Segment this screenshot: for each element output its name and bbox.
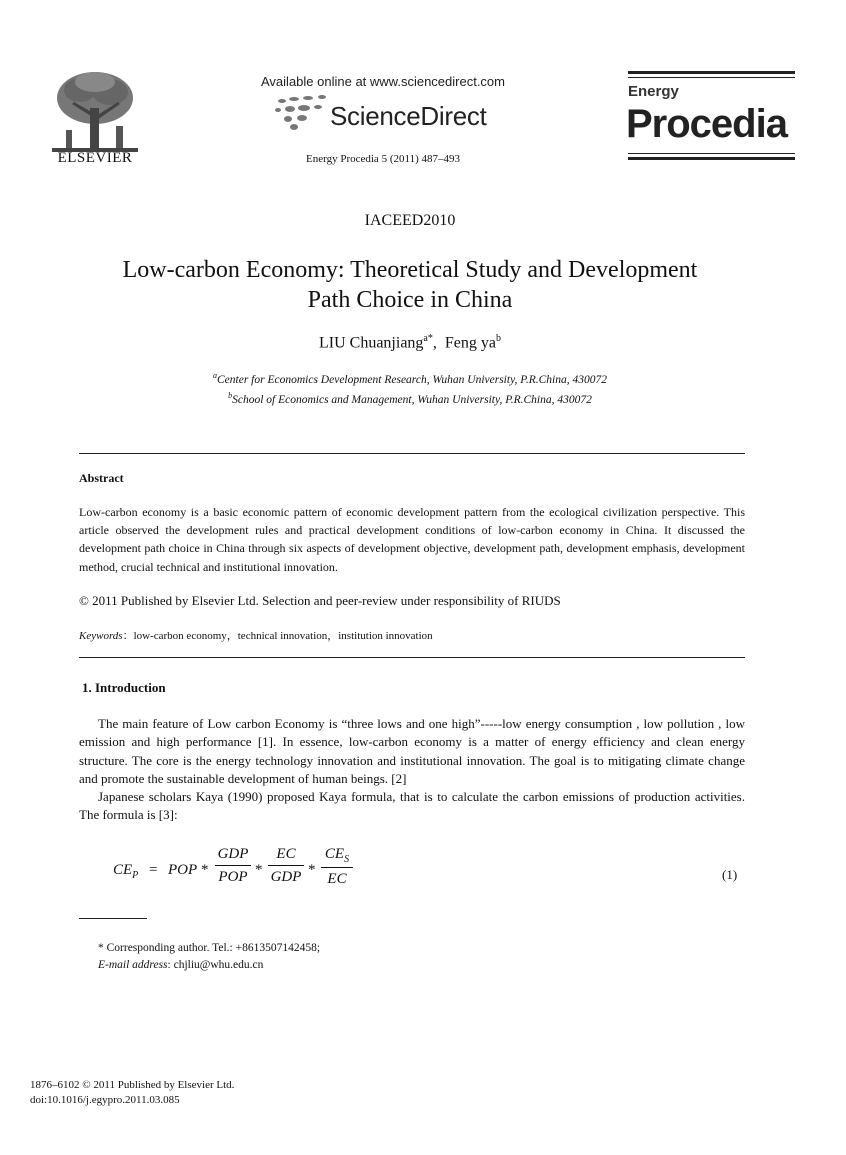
fraction-denominator: POP xyxy=(218,869,248,885)
affiliation-a-mark: a xyxy=(213,371,217,380)
formula-lhs-symbol: CE xyxy=(113,862,133,878)
author-list xyxy=(0,333,820,352)
fraction-numerator: EC xyxy=(276,846,296,862)
fraction-bar xyxy=(268,865,304,866)
fraction-ec-gdp xyxy=(268,846,304,886)
formula-lhs xyxy=(113,862,138,881)
journal-citation: Energy Procedia 5 (2011) 487–493 xyxy=(306,153,460,165)
section-heading-introduction: 1. Introduction xyxy=(82,680,166,695)
author-1-affil-mark: a* xyxy=(423,333,433,344)
equation-number: (1) xyxy=(722,867,738,882)
author-2: Feng ya xyxy=(444,334,496,352)
conference-name: IACEED2010 xyxy=(364,212,456,229)
journal-logo-procedia: Procedia xyxy=(626,102,787,146)
introduction-body xyxy=(79,715,745,825)
issn-line: 1876–6102 © 2011 Published by Elsevier Ltd. xyxy=(30,1079,235,1091)
keywords-label: Keywords xyxy=(79,630,123,642)
abstract-heading: Abstract xyxy=(79,471,124,485)
abstract-bottom-rule xyxy=(79,657,745,658)
formula-times: * xyxy=(308,862,316,878)
footnote xyxy=(98,940,320,974)
sciencedirect-dots-icon xyxy=(270,92,330,132)
keywords-line xyxy=(79,627,433,643)
fraction-bar xyxy=(321,867,353,868)
fraction-denominator: EC xyxy=(327,871,347,887)
affiliation-a xyxy=(0,368,820,388)
fraction-numerator-subscript: S xyxy=(344,854,350,865)
title-line-2: Path Choice in China xyxy=(307,287,513,313)
fraction-denominator: GDP xyxy=(270,869,302,885)
keywords-list: ：low-carbon economy，technical innovation，institution innovation xyxy=(122,630,433,642)
affiliations xyxy=(0,368,820,408)
email-line xyxy=(98,957,320,974)
fraction-numerator xyxy=(321,846,353,865)
bottom-publication-info xyxy=(30,1078,234,1108)
formula-equals: = xyxy=(149,862,158,878)
doi-line[interactable]: doi:10.1016/j.egypro.2011.03.085 xyxy=(30,1094,180,1106)
paper-title xyxy=(60,255,760,315)
abstract-body: Low-carbon economy is a basic economic pattern of economic development pattern from the ecological civilization perspective. This article observed the development rules and practical development conditions of low-carbon economy in China. It discussed the development path choice in China through six aspects of development objective, development path, development emphasis, development method, crucial technical and institutional innovation. xyxy=(79,505,745,574)
sciencedirect-wordmark: ScienceDirect xyxy=(330,101,487,131)
fraction-gdp-pop xyxy=(215,846,251,886)
formula-lhs-subscript: P xyxy=(132,870,139,881)
affiliation-b-text: School of Economics and Management, Wuhan University, P.R.China, 430072 xyxy=(232,393,592,406)
email-label: E-mail address xyxy=(98,959,168,971)
email-address[interactable]: : chjliu@whu.edu.cn xyxy=(167,959,264,971)
title-line-1: Low-carbon Economy: Theoretical Study and Development xyxy=(122,257,698,283)
journal-logo-rule xyxy=(628,71,795,74)
fraction-numerator: GDP xyxy=(217,846,249,862)
journal-logo-rule xyxy=(628,77,795,78)
copyright-line: © 2011 Published by Elsevier Ltd. Selection and peer-review under responsibility of RIUDS xyxy=(79,593,561,608)
corresponding-author: * Corresponding author. Tel.: +8613507142458; xyxy=(98,942,321,954)
journal-logo-energy: Energy xyxy=(628,83,679,100)
affiliation-b xyxy=(0,388,820,408)
author-2-affil-mark: b xyxy=(495,333,501,344)
fraction-ces-ec xyxy=(321,846,353,888)
affiliation-b-mark: b xyxy=(228,390,233,400)
journal-logo-rule xyxy=(628,153,795,154)
journal-logo-rule xyxy=(628,157,795,160)
author-1: LIU Chuanjiang xyxy=(319,334,424,352)
affiliation-a-text: Center for Economics Development Research, Wuhan University, P.R.China, 430072 xyxy=(217,373,607,386)
author-separator: , xyxy=(432,334,445,352)
publisher-name: ELSEVIER xyxy=(57,150,133,166)
paragraph: Japanese scholars Kaya (1990) proposed Kaya formula, that is to calculate the carbon emissions of production activities. The formula is [3]: xyxy=(79,789,745,823)
formula-pop: POP xyxy=(168,862,198,878)
footnote-rule xyxy=(79,918,147,919)
kaya-formula xyxy=(113,846,363,900)
paragraph: The main feature of Low carbon Economy is “three lows and one high”-----low energy consumption , low pollution , low emission and high performance [1]. In essence, low-carbon economy is a matter of energy efficiency and clean energy structure. The core is the energy technology innovation and institutional innovation. The goal is to mitigating climate change and promote the sustainable development of human beings. [2] xyxy=(79,716,745,786)
fraction-bar xyxy=(215,865,251,866)
available-online-text[interactable]: Available online at www.sciencedirect.com xyxy=(261,74,505,89)
formula-times: * xyxy=(201,862,209,878)
formula-times: * xyxy=(255,862,263,878)
fraction-numerator-symbol: CE xyxy=(324,846,345,862)
abstract-top-rule xyxy=(79,453,745,454)
